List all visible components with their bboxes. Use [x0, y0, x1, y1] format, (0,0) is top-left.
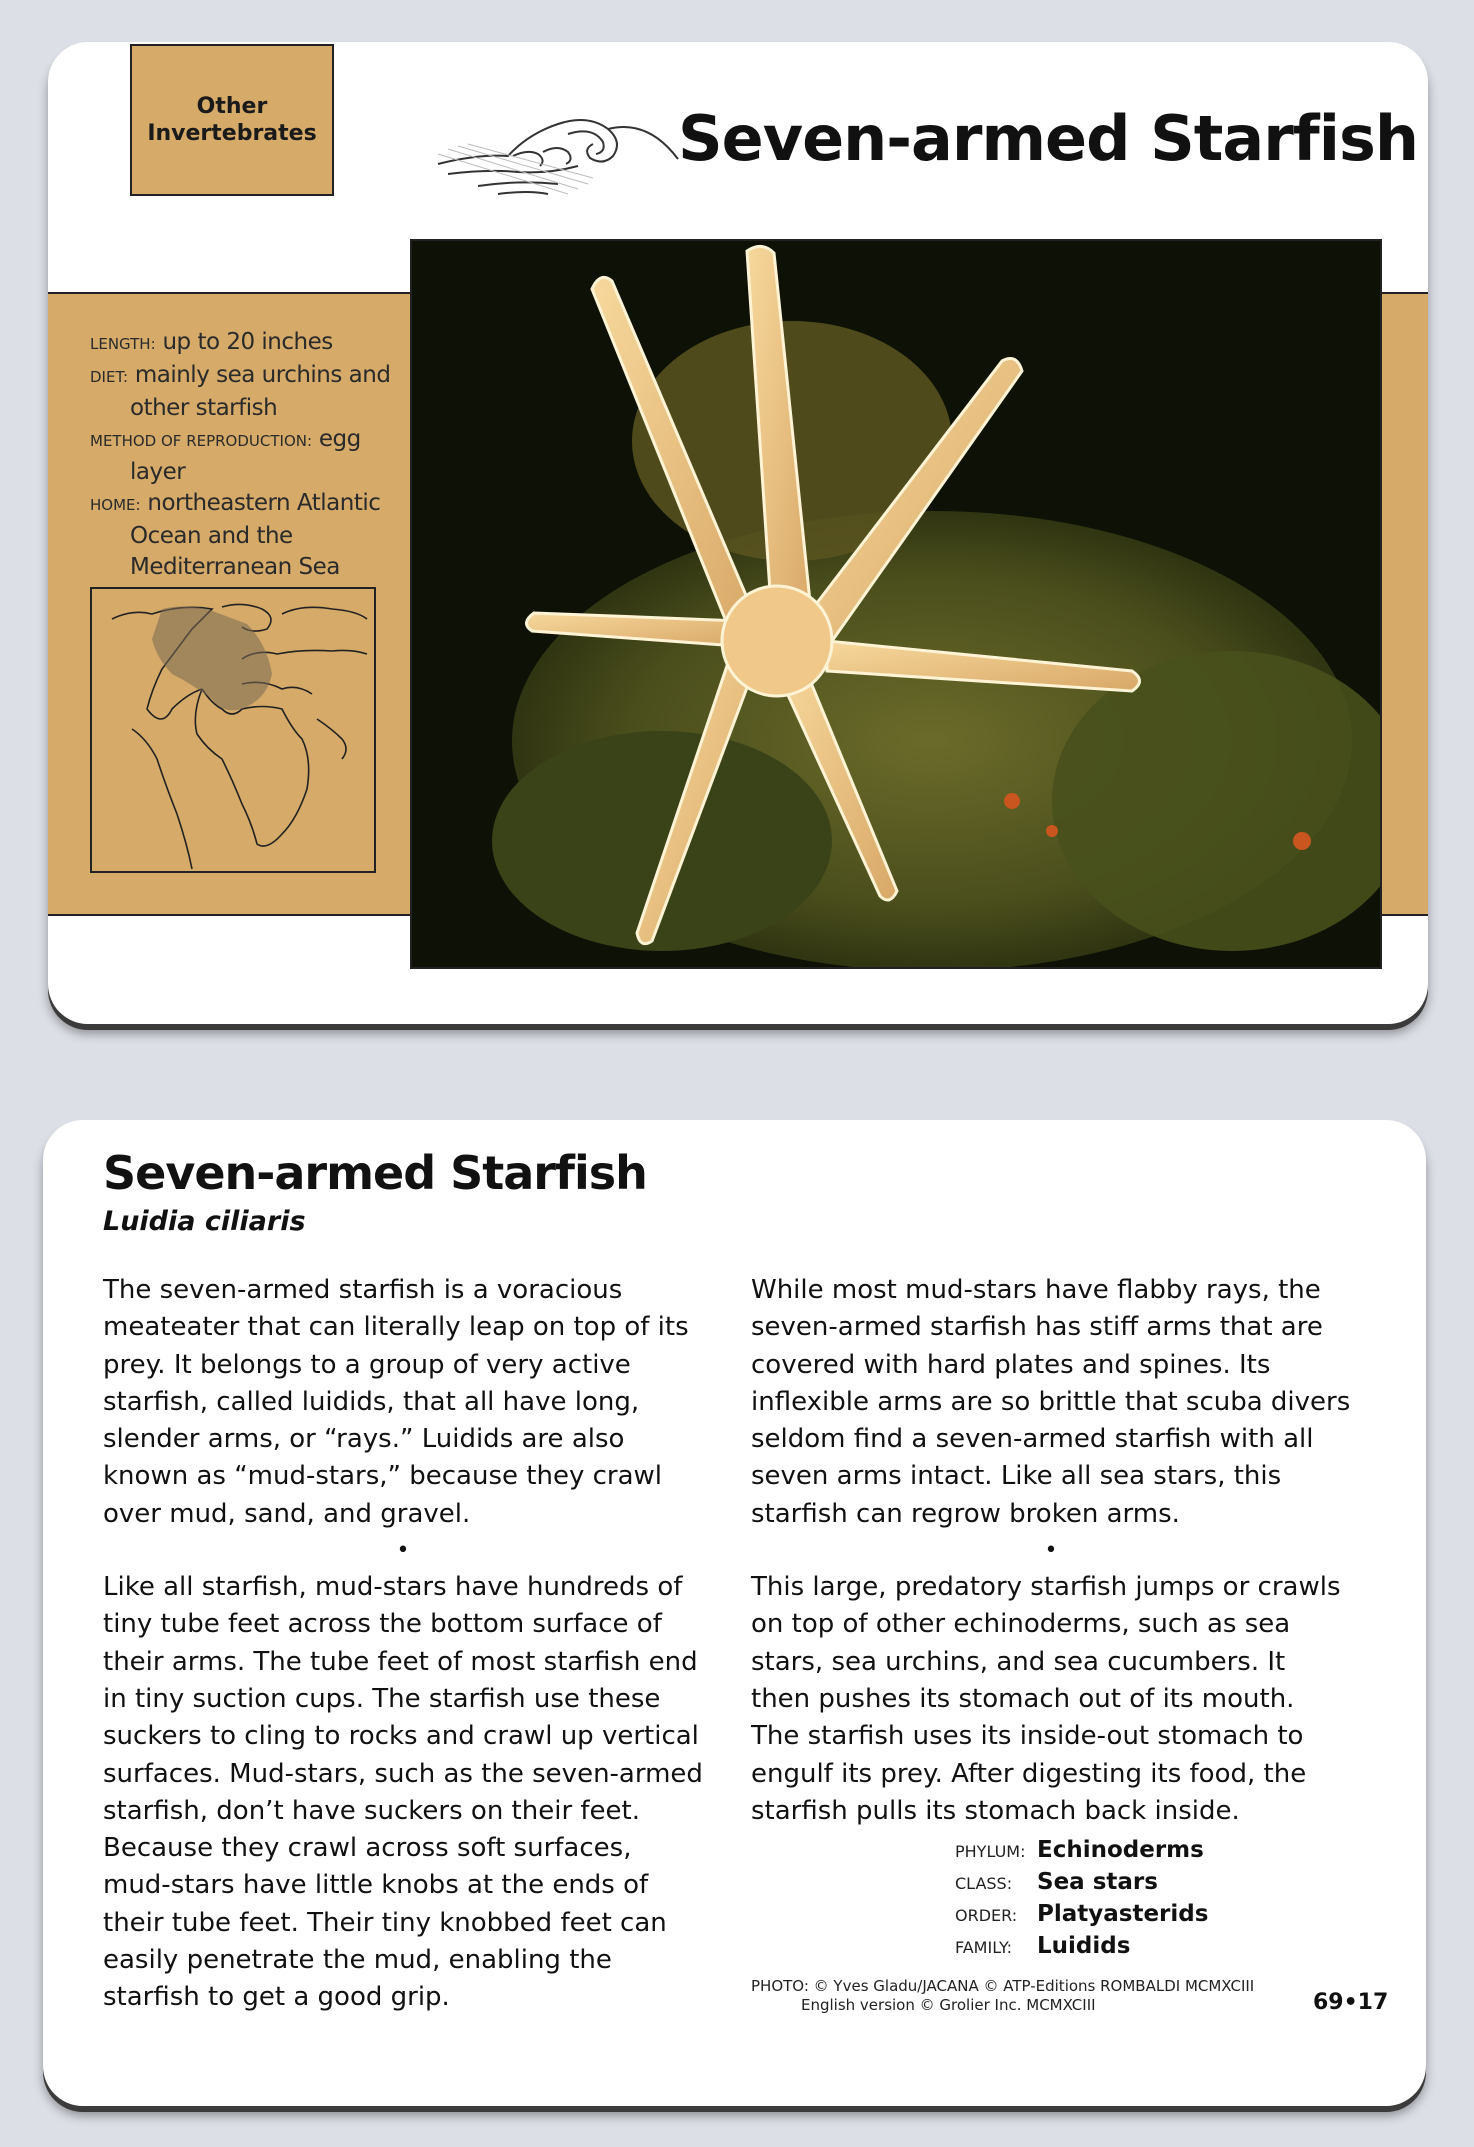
card-back	[43, 1120, 1426, 2106]
text-column-right	[751, 1272, 1351, 1830]
fact-reproduction: METHOD OF REPRODUCTION: egg layer	[90, 426, 361, 485]
separator-dot: •	[1044, 1538, 1058, 1564]
fact-list	[90, 327, 415, 583]
taxonomy-table	[955, 1835, 1208, 1963]
starfish-photo	[410, 239, 1382, 969]
category-label: Other Invertebrates	[130, 44, 334, 196]
card-front	[48, 42, 1428, 1024]
wave-icon	[418, 94, 688, 204]
paragraph: This large, predatory starfish jumps or crawls on top of other echinoderms, such as sea stars, sea urchins, and sea cucumbers. It then pushes its stomach out of its mouth. The starfish uses its inside-out stomach to engulf its prey. After digesting its food, the starfish pulls its stomach back inside.	[751, 1572, 1341, 1826]
scientific-name: Luidia ciliaris	[103, 1206, 306, 1237]
text-column-left	[103, 1272, 703, 2017]
fact-home: HOME: northeastern Atlantic Ocean and the Mediterranean Sea	[90, 490, 381, 580]
taxonomy-row: PHYLUM: Echinoderms	[955, 1837, 1204, 1863]
taxonomy-row: CLASS: Sea stars	[955, 1869, 1158, 1895]
taxonomy-row: ORDER: Platyasterids	[955, 1901, 1209, 1927]
paragraph: Like all starfish, mud-stars have hundreds of tiny tube feet across the bottom surface of their arms. The tube feet of most starfish end in tiny suction cups. The starfish use these suckers to cling to rocks and crawl up vertical surfaces. Mud-stars, such as the seven-armed starfish, don’t have suckers on their feet. Because they crawl across soft surfaces, mud-stars have little knobs at the ends of their tube feet. Their tiny knobbed feet can easily penetrate the mud, enabling the starfish to get a good grip.	[103, 1572, 703, 2013]
range-map-icon	[90, 587, 376, 873]
paragraph: While most mud-stars have flabby rays, the seven-armed starfish has stiff arms that are covered with hard plates and spines. Its inflexible arms are so brittle that scuba divers seldom find a seven-armed starfish with all seven arms intact. Like all sea stars, this starfish can regrow broken arms.	[751, 1275, 1351, 1529]
fact-length: LENGTH: up to 20 inches	[90, 329, 333, 355]
paragraph: The seven-armed starfish is a voracious meateater that can literally leap on top of its prey. It belongs to a group of very active starfish, called luidids, that all have long, slender arms, or “rays.” Luidids are also known as “mud-stars,” because they crawl over mud, sand, and gravel.	[103, 1275, 689, 1529]
photo-credits: PHOTO: © Yves Gladu/JACANA © ATP-Editions ROMBALDI MCMXCIII English version © Grolier Inc. MCMXCIII	[751, 1977, 1255, 2014]
fact-diet: DIET: mainly sea urchins and other starfish	[90, 362, 391, 421]
card-number: 69•17	[1313, 1990, 1389, 2015]
back-title: Seven-armed Starfish	[103, 1146, 647, 1200]
taxonomy-row: FAMILY: Luidids	[955, 1933, 1131, 1959]
front-title: Seven-armed Starfish	[678, 102, 1419, 175]
separator-dot: •	[396, 1538, 410, 1564]
